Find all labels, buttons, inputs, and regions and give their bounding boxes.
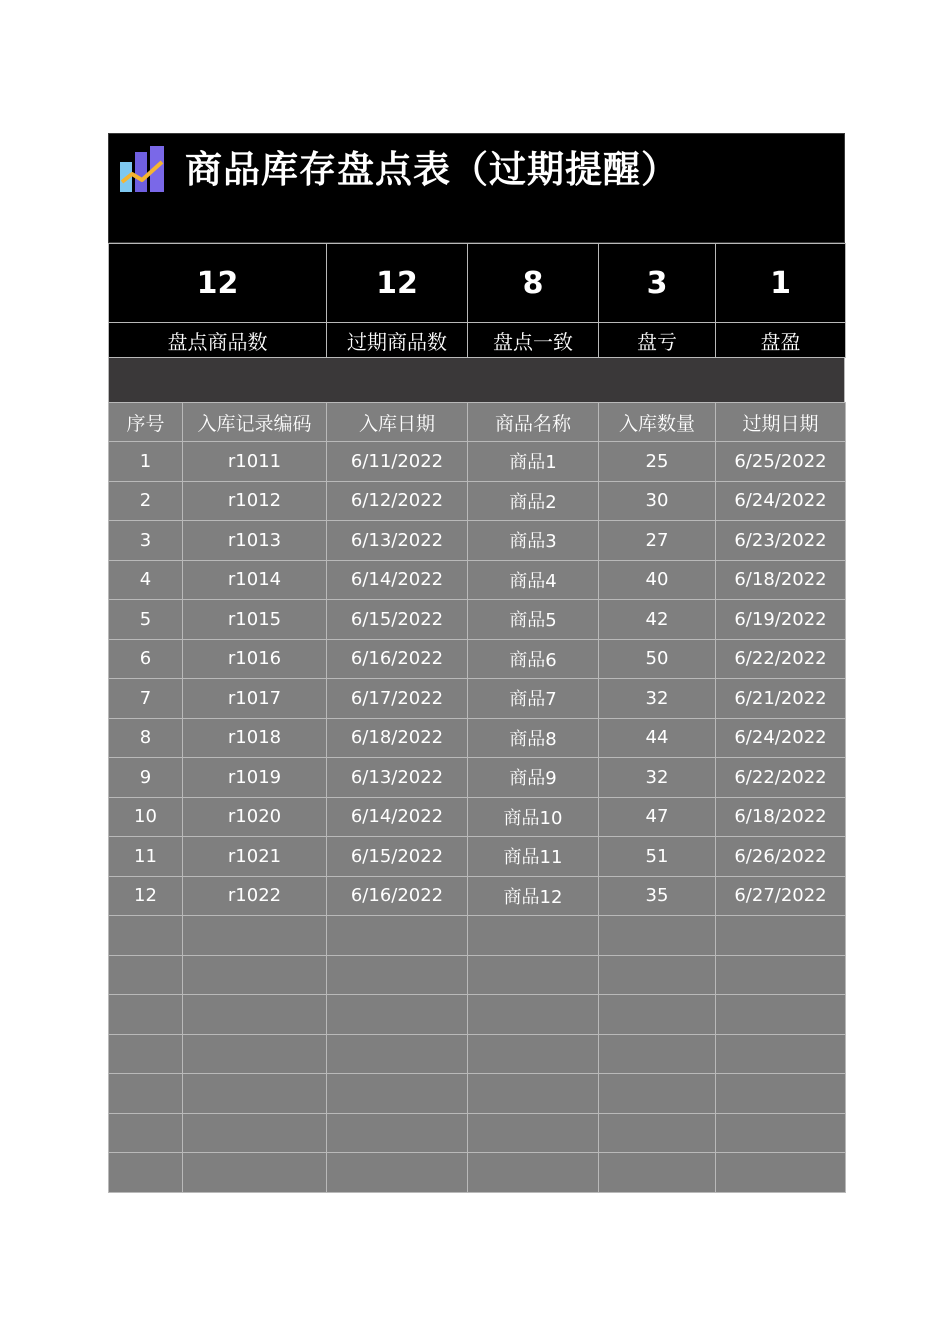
cell-product-name: 商品1	[468, 442, 599, 482]
cell-expiry-date	[716, 955, 846, 995]
cell-quantity: 44	[599, 718, 716, 758]
cell-product-name	[468, 1153, 599, 1193]
cell-product-name: 商品10	[468, 797, 599, 837]
cell-expiry-date: 6/18/2022	[716, 797, 846, 837]
cell-product-name	[468, 955, 599, 995]
cell-inbound-date: 6/16/2022	[327, 639, 468, 679]
stat-values-row	[109, 244, 846, 323]
cell-record-code: r1012	[183, 481, 327, 521]
cell-record-code: r1017	[183, 679, 327, 719]
cell-index: 12	[109, 876, 183, 916]
cell-quantity	[599, 955, 716, 995]
cell-quantity: 35	[599, 876, 716, 916]
cell-record-code	[183, 955, 327, 995]
cell-record-code: r1022	[183, 876, 327, 916]
cell-expiry-date: 6/24/2022	[716, 718, 846, 758]
table-header-row	[109, 403, 846, 442]
cell-quantity: 32	[599, 679, 716, 719]
cell-inbound-date: 6/16/2022	[327, 876, 468, 916]
table-row	[109, 1113, 846, 1153]
cell-product-name	[468, 1113, 599, 1153]
cell-quantity	[599, 1113, 716, 1153]
cell-index: 8	[109, 718, 183, 758]
cell-record-code: r1013	[183, 521, 327, 561]
table-row	[109, 758, 846, 798]
cell-expiry-date: 6/21/2022	[716, 679, 846, 719]
cell-quantity	[599, 1074, 716, 1114]
stat-shortage-label: 盘亏	[599, 323, 716, 358]
cell-product-name: 商品8	[468, 718, 599, 758]
table-row	[109, 521, 846, 561]
cell-expiry-date: 6/27/2022	[716, 876, 846, 916]
cell-product-name: 商品9	[468, 758, 599, 798]
cell-index: 4	[109, 560, 183, 600]
cell-inbound-date: 6/13/2022	[327, 758, 468, 798]
table-row	[109, 1074, 846, 1114]
cell-index	[109, 955, 183, 995]
cell-product-name: 商品4	[468, 560, 599, 600]
separator-band	[108, 358, 845, 402]
cell-quantity: 27	[599, 521, 716, 561]
table-row	[109, 1153, 846, 1193]
cell-expiry-date: 6/22/2022	[716, 639, 846, 679]
cell-product-name	[468, 916, 599, 956]
stat-expired-label: 过期商品数	[327, 323, 468, 358]
cell-index	[109, 1074, 183, 1114]
cell-quantity: 40	[599, 560, 716, 600]
cell-record-code: r1021	[183, 837, 327, 877]
cell-inbound-date: 6/12/2022	[327, 481, 468, 521]
cell-index	[109, 1034, 183, 1074]
cell-inbound-date: 6/13/2022	[327, 521, 468, 561]
cell-index: 1	[109, 442, 183, 482]
table-row	[109, 442, 846, 482]
summary-stats	[108, 243, 846, 358]
cell-product-name: 商品6	[468, 639, 599, 679]
cell-product-name: 商品7	[468, 679, 599, 719]
table-row	[109, 679, 846, 719]
cell-record-code	[183, 1113, 327, 1153]
cell-expiry-date: 6/22/2022	[716, 758, 846, 798]
inventory-sheet	[108, 133, 845, 1193]
column-header: 过期日期	[716, 403, 846, 442]
cell-expiry-date	[716, 1153, 846, 1193]
cell-index: 7	[109, 679, 183, 719]
cell-product-name: 商品5	[468, 600, 599, 640]
cell-inbound-date	[327, 1034, 468, 1074]
cell-record-code	[183, 1034, 327, 1074]
cell-inbound-date	[327, 1074, 468, 1114]
cell-quantity	[599, 916, 716, 956]
cell-product-name	[468, 1074, 599, 1114]
column-header: 序号	[109, 403, 183, 442]
cell-quantity: 42	[599, 600, 716, 640]
cell-quantity: 25	[599, 442, 716, 482]
cell-expiry-date: 6/19/2022	[716, 600, 846, 640]
cell-record-code: r1020	[183, 797, 327, 837]
cell-inbound-date: 6/14/2022	[327, 560, 468, 600]
cell-inbound-date	[327, 916, 468, 956]
column-header: 商品名称	[468, 403, 599, 442]
cell-quantity: 50	[599, 639, 716, 679]
cell-product-name	[468, 995, 599, 1035]
cell-quantity	[599, 1153, 716, 1193]
cell-inbound-date	[327, 955, 468, 995]
cell-inbound-date: 6/15/2022	[327, 837, 468, 877]
cell-index	[109, 995, 183, 1035]
cell-record-code: r1019	[183, 758, 327, 798]
stat-surplus-count: 1	[716, 244, 846, 323]
cell-quantity: 32	[599, 758, 716, 798]
cell-record-code: r1014	[183, 560, 327, 600]
stat-checked-count: 12	[109, 244, 327, 323]
stat-expired-count: 12	[327, 244, 468, 323]
stat-labels-row	[109, 323, 846, 358]
cell-record-code	[183, 916, 327, 956]
cell-inbound-date	[327, 1113, 468, 1153]
cell-index: 5	[109, 600, 183, 640]
cell-inbound-date: 6/15/2022	[327, 600, 468, 640]
cell-index: 3	[109, 521, 183, 561]
table-row	[109, 837, 846, 877]
cell-product-name: 商品3	[468, 521, 599, 561]
cell-expiry-date: 6/26/2022	[716, 837, 846, 877]
cell-inbound-date: 6/14/2022	[327, 797, 468, 837]
cell-quantity: 47	[599, 797, 716, 837]
cell-inbound-date	[327, 1153, 468, 1193]
cell-record-code: r1015	[183, 600, 327, 640]
stat-shortage-count: 3	[599, 244, 716, 323]
table-row	[109, 995, 846, 1035]
cell-expiry-date	[716, 1113, 846, 1153]
cell-index	[109, 1113, 183, 1153]
stat-checked-label: 盘点商品数	[109, 323, 327, 358]
cell-inbound-date: 6/18/2022	[327, 718, 468, 758]
cell-expiry-date	[716, 916, 846, 956]
inventory-table	[108, 402, 846, 1193]
title-bar	[108, 133, 845, 243]
stat-surplus-label: 盘盈	[716, 323, 846, 358]
cell-expiry-date: 6/23/2022	[716, 521, 846, 561]
cell-record-code: r1016	[183, 639, 327, 679]
cell-product-name: 商品11	[468, 837, 599, 877]
cell-inbound-date	[327, 995, 468, 1035]
cell-index: 6	[109, 639, 183, 679]
table-row	[109, 1034, 846, 1074]
column-header: 入库记录编码	[183, 403, 327, 442]
cell-index: 9	[109, 758, 183, 798]
table-row	[109, 481, 846, 521]
cell-record-code: r1018	[183, 718, 327, 758]
stat-match-count: 8	[468, 244, 599, 323]
table-row	[109, 916, 846, 956]
table-row	[109, 797, 846, 837]
cell-product-name	[468, 1034, 599, 1074]
cell-index: 11	[109, 837, 183, 877]
table-row	[109, 600, 846, 640]
cell-record-code	[183, 1153, 327, 1193]
cell-record-code: r1011	[183, 442, 327, 482]
bar-line-chart-icon	[118, 146, 170, 194]
table-row	[109, 560, 846, 600]
column-header: 入库数量	[599, 403, 716, 442]
cell-record-code	[183, 995, 327, 1035]
stat-match-label: 盘点一致	[468, 323, 599, 358]
page-title: 商品库存盘点表（过期提醒）	[185, 148, 679, 191]
cell-expiry-date: 6/25/2022	[716, 442, 846, 482]
cell-expiry-date: 6/18/2022	[716, 560, 846, 600]
cell-quantity: 30	[599, 481, 716, 521]
cell-index: 10	[109, 797, 183, 837]
cell-expiry-date	[716, 1074, 846, 1114]
table-row	[109, 955, 846, 995]
cell-quantity	[599, 995, 716, 1035]
cell-index	[109, 1153, 183, 1193]
cell-inbound-date: 6/11/2022	[327, 442, 468, 482]
cell-index	[109, 916, 183, 956]
cell-index: 2	[109, 481, 183, 521]
cell-product-name: 商品2	[468, 481, 599, 521]
cell-record-code	[183, 1074, 327, 1114]
cell-expiry-date: 6/24/2022	[716, 481, 846, 521]
cell-expiry-date	[716, 1034, 846, 1074]
table-row	[109, 639, 846, 679]
cell-expiry-date	[716, 995, 846, 1035]
table-row	[109, 876, 846, 916]
cell-inbound-date: 6/17/2022	[327, 679, 468, 719]
table-row	[109, 718, 846, 758]
cell-quantity: 51	[599, 837, 716, 877]
cell-product-name: 商品12	[468, 876, 599, 916]
column-header: 入库日期	[327, 403, 468, 442]
cell-quantity	[599, 1034, 716, 1074]
